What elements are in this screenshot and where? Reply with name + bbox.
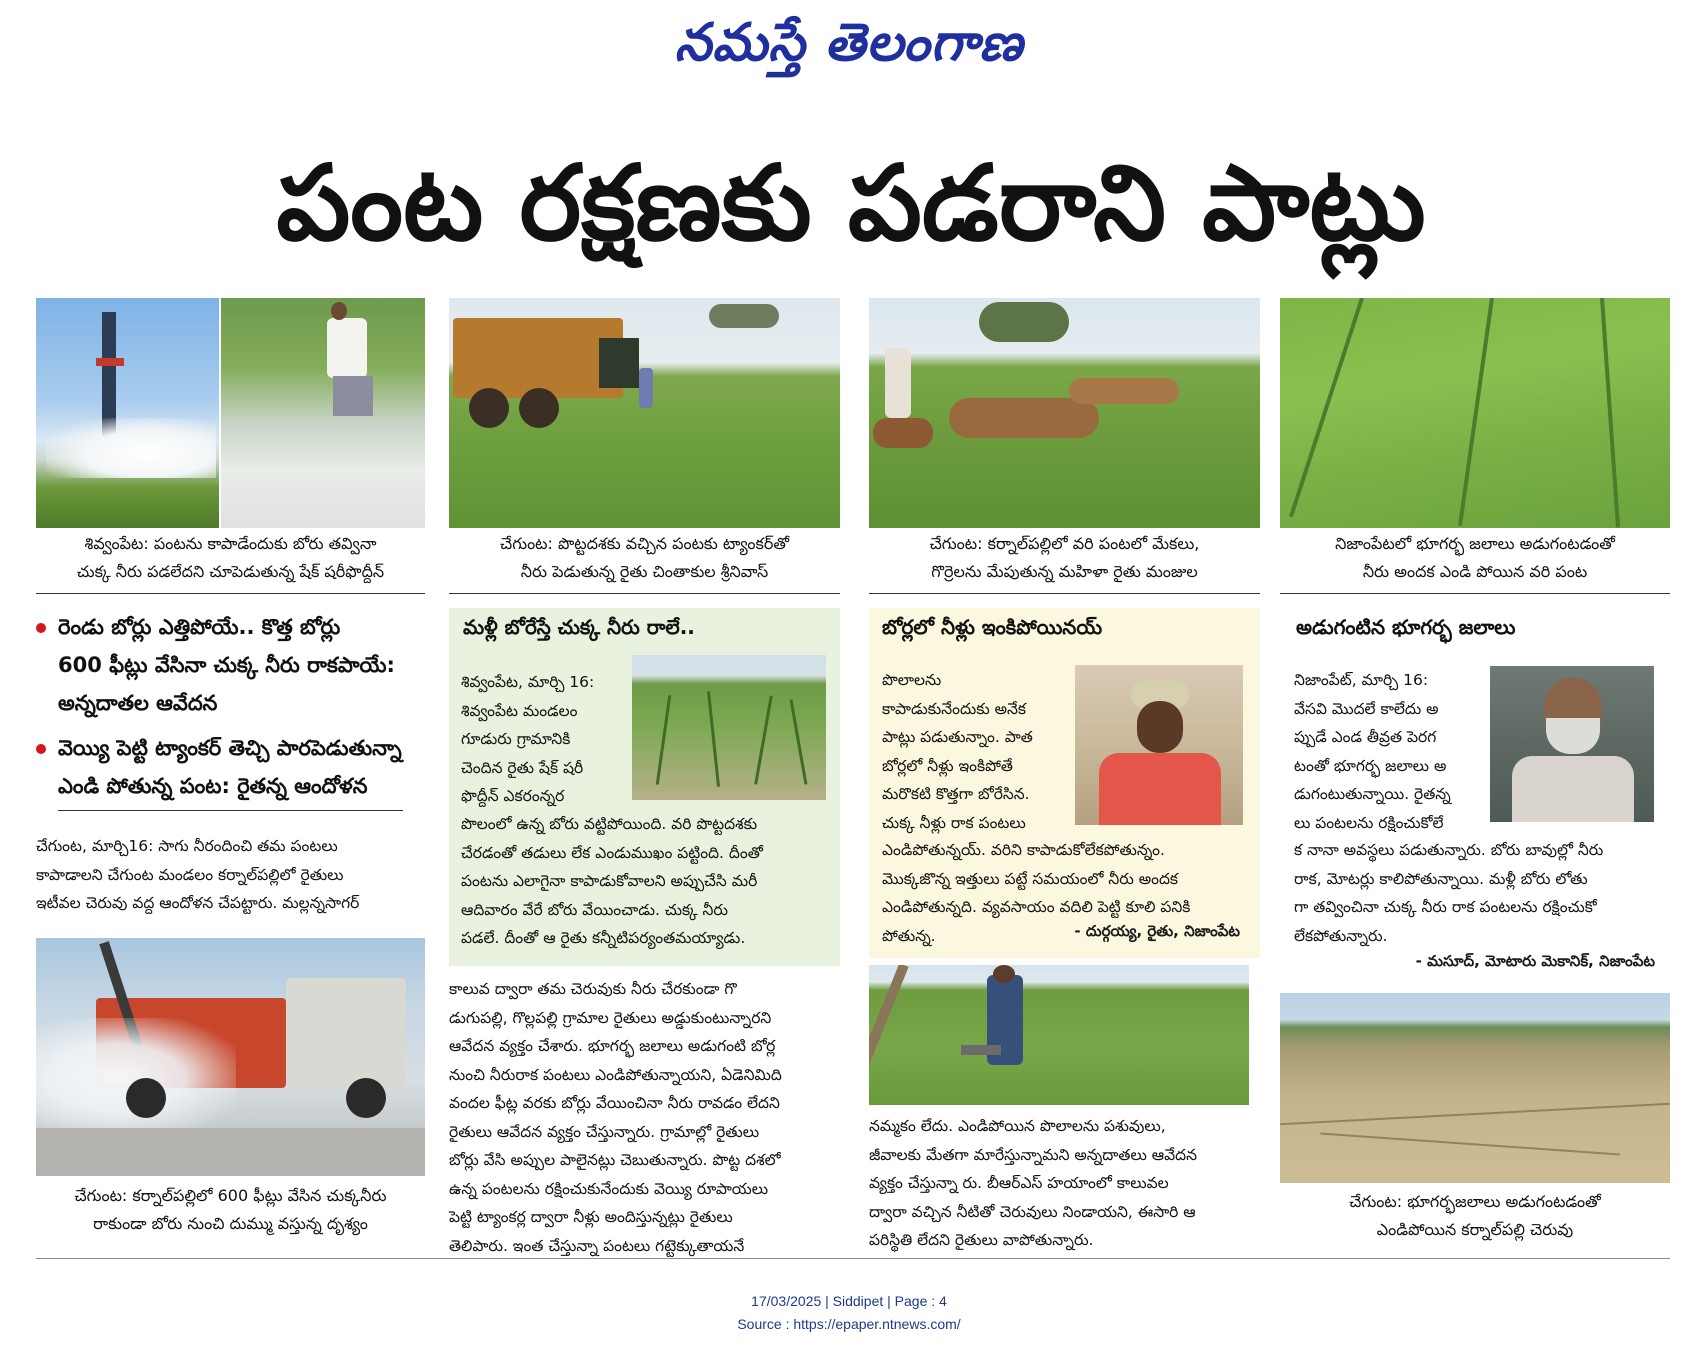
body-line: బోర్లు వేసి అప్పుల పాలైనట్లు చెబుతున్నారు. పొట్ట దశలో [449,1151,781,1169]
body-line: బోర్లలో నీళ్లు ఇంకిపోతే [882,756,1013,775]
caption-line: గొర్రెలను మేపుతున్న మహిళా రైతు మంజుల [931,562,1198,581]
article-body-col2 [449,975,840,1260]
body-line: వ్యక్తం చేస్తున్నా రు. బీఆర్ఎస్ హయాంలో కాలువల [869,1174,1169,1192]
divider [58,810,403,811]
highlight-line: 600 ఫీట్లు వేసినా చుక్క నీరు రాకపాయే: [58,653,395,677]
body-line: పోతున్న. [882,926,936,945]
body-line: వందల ఫీట్ల వరకు బోర్లు వేయించినా నీరు రావడం లేదని [449,1094,780,1112]
body-line: పడలే. దీంతో ఆ రైతు కన్నీటిపర్యంతమయ్యాడు. [461,929,746,947]
caption-line: చేగుంట: కర్నాల్‌పల్లిలో 600 ఫీట్లు వేసిన చుక్కనీరు [74,1186,387,1205]
body-line: లు పంటలను రక్షించుకోలే [1294,813,1444,832]
page-headline: పంట రక్షణకు పడరాని పాట్లు [276,142,1426,264]
photo-borewell-drilling [36,298,219,528]
body-line: తెలిపారు. ఇంత చేస్తున్నా పంటలు గట్టెక్కుతాయనే [449,1236,745,1255]
caption-photo-5 [36,1182,425,1238]
body-line: ఆవేదన వ్యక్తం చేశారు. భూగర్భ జలాలు అడుగంటి బోర్ల [449,1037,776,1055]
divider [36,593,425,594]
divider [869,593,1260,594]
body-line: చెందిన రైతు షేక్ షరీ [461,758,584,777]
body-line: పొలాలను [882,671,942,689]
caption-line: శివ్వంపేట: పంటను కాపాడేందుకు బోరు తవ్వినా [84,534,377,553]
body-line: డుగుపల్లి, గొల్లపల్లి గ్రామాల రైతులు అడ్డుకుంటున్నారని [449,1008,772,1027]
article-body-col3 [869,1112,1260,1255]
body-line: చుక్క నీళ్లు రాక పంటలు [882,813,1026,832]
body-line: నమ్మకం లేదు. ఎండిపోయిన పొలాలను పశువులు, [869,1117,1166,1135]
body-line: చేగుంట, మార్చి16: సాగు నీరందించి తమ పంటలు [36,837,338,855]
body-line: రైతులు ఆవేదన వ్యక్తం చేస్తున్నారు. గ్రామాల్లో రైతులు [449,1122,760,1141]
footer-source-link[interactable]: Source : https://epaper.ntnews.com/ [737,1316,961,1332]
body-line: మొక్కజొన్న ఇత్తులు పట్టే సమయంలో నీరు అందక [882,869,1179,888]
photo-water-tanker-field [449,298,840,528]
footer-edition-info: 17/03/2025 | Siddipet | Page : 4 [751,1293,947,1309]
box-title: అడుగంటిన భూగర్భ జలాలు [1296,615,1516,639]
photo-wilting-crop [632,655,826,800]
body-line: జీవాలకు మేతగా మారేస్తున్నామని అన్నదాతలు ఆవేదన [869,1145,1197,1164]
body-line: ఎండిపోతున్నయ్. వరిని కాపాడుకోలేకపోతున్నం. [882,841,1165,859]
body-line: నుంచి నీరురాక పంటలు ఎండిపోతున్నాయని, ఏడెనిమిది [449,1065,782,1084]
body-line: ఉన్న పంటలను రక్షించుకునేందుకు వెయ్యి రూపాయలు [449,1179,769,1198]
caption-line: చుక్క నీరు పడలేదని చూపెడుతున్న షేక్ షరీఫొద్దీన్ [76,562,385,581]
caption-line: నీరు అందక ఎండి పోయిన వరి పంట [1362,562,1588,581]
quote-signature: - మసూద్, మోటారు మెకానిక్, నిజాంపేట [1415,952,1655,970]
photo-dried-lake [1280,993,1670,1183]
newspaper-masthead: నమస్తే తెలంగాణ [674,13,1024,73]
box-body-full [461,810,830,953]
divider [1280,593,1670,594]
body-line: ఫొద్దీన్ ఎకరంన్నర [461,787,565,805]
body-line: లేకపోతున్నారు. [1294,926,1388,945]
box-body-full [1294,836,1660,950]
body-line: రాక, మోటర్లు కాలిపోతున్నాయి. మళ్లీ బోరు లోతు [1294,869,1588,888]
body-line: ఇటీవల చెరువు వద్ద ఆందోళన చేపట్టారు. మల్లన్నసాగర్ [36,894,360,912]
quote-signature: - దుర్గయ్య, రైతు, నిజాంపేట [1074,922,1240,940]
body-line: కాలువ ద్వారా తమ చెరువుకు నీరు చేరకుండా గొ [449,980,737,998]
highlight-point-1 [58,608,428,722]
photo-portrait-durgaiah [1075,665,1243,825]
highlight-line: అన్నదాతల ఆవేదన [58,691,218,715]
article-body-col1 [36,832,425,918]
caption-photo-1 [36,530,425,586]
box-body-left [461,668,629,811]
body-line: ఎండిపోతున్నది. వ్యవసాయం వదిలి పెట్టి కూలి పనికి [882,898,1191,916]
body-line: ద్వారా వచ్చిన నీటితో చెరువులు నిండాయని, ఈసారి ఆ [869,1202,1196,1221]
caption-line: చేగుంట: భూగర్భజలాలు అడుగంటడంతో [1349,1192,1601,1211]
photo-farmer-dry-borehole [221,298,425,528]
body-line: మరొకటి కొత్తగా బోరేసిన. [882,785,1030,803]
highlight-point-2 [58,729,428,805]
caption-photo-6 [1280,1188,1670,1244]
body-line: వేసవి మొదలే కాలేదు అ [1294,699,1439,718]
body-line: పాట్లు పడుతున్నాం. పాత [882,728,1033,746]
caption-line: చేగుంట: పొట్టదశకు వచ్చిన పంటకు ట్యాంకర్‌తో [500,534,789,553]
highlight-line: వెయ్యి పెట్టి ట్యాంకర్ తెచ్చి పారపెడుతున్నా [58,736,402,760]
body-line: శివ్వంపేట, మార్చి 16: [461,673,595,691]
caption-line: రాకుండా బోరు నుంచి దుమ్ము వస్తున్న దృశ్యం [93,1214,368,1233]
body-line: గా తవ్వించినా చుక్క నీరు రాక పంటలను రక్షించుకో [1294,898,1597,916]
body-line: పంటను ఎలాగైనా కాపాడుకోవాలని అప్పుచేసి మరీ [461,872,758,890]
red-bullet-icon [36,744,46,754]
body-line: కాపాడుకునేందుకు అనేక [882,699,1027,718]
body-line: డుగంటుతున్నాయి. రైతన్న [1294,785,1451,803]
red-bullet-icon [36,623,46,633]
photo-drilling-rig-dust [36,938,425,1176]
body-line: ప్పుడే ఎండ తీవ్రత పెరగ [1294,728,1437,746]
highlight-line: ఎండి పోతున్న పంట: రైతన్న ఆందోళన [58,774,368,798]
photo-dried-paddy-nizampet [1280,298,1670,528]
caption-line: చేగుంట: కర్నాల్‌పల్లిలో వరి పంటలో మేకలు, [929,534,1200,553]
body-line: పొలంలో ఉన్న బోరు వట్టిపోయింది. వరి పొట్టదశకు [461,815,758,833]
box-title: మళ్లీ బోరేస్తే చుక్క నీరు రాలే.. [463,615,695,639]
body-line: ఆదివారం వేరే బోరు వేయించాడు. చుక్క నీరు [461,900,728,919]
body-line: క నానా అవస్థలు పడుతున్నారు. బోరు బావుల్లో నీరు [1294,841,1604,859]
body-line: టంతో భూగర్భ జలాలు అ [1294,756,1447,775]
body-line: గూడురు గ్రామానికి [461,730,571,748]
photo-portrait-masood [1490,666,1654,822]
page-bottom-rule [36,1258,1670,1259]
caption-line: నిజాంపేటలో భూగర్భ జలాలు అడుగంటడంతో [1335,534,1615,553]
photo-goats-grazing-crop [869,298,1260,528]
box-body-left [882,666,1072,837]
body-line: చేరడంతో తడులు లేక ఎండుముఖం పట్టింది. దీంతో [461,843,763,862]
caption-line: నీరు పెడుతున్న రైతు చింతాకుల శ్రీనివాస్ [520,562,769,581]
body-line: పరిస్థితి లేదని రైతులు వాపోతున్నారు. [869,1231,1094,1249]
caption-photo-2 [449,530,840,586]
caption-photo-3 [869,530,1260,586]
body-line: కాపాడాలని చేగుంట మండలం కర్నాల్‌పల్లిలో రైతులు [36,865,344,884]
body-line: శివ్వంపేట మండలం [461,701,578,720]
caption-photo-4 [1280,530,1670,586]
box-body-left [1294,666,1484,837]
caption-line: ఎండిపోయిన కర్నాల్‌పల్లి చెరువు [1376,1220,1574,1239]
photo-farmer-with-pipe [869,965,1249,1105]
body-line: పెట్టి ట్యాంకర్ల ద్వారా నీళ్లు అందిస్తున్నట్లు రైతులు [449,1208,733,1226]
highlight-line: రెండు బోర్లు ఎత్తిపోయే.. కొత్త బోర్లు [58,615,341,639]
divider [449,593,840,594]
body-line: నిజాంపేట్, మార్చి 16: [1294,671,1429,689]
box-title: బోర్లలో నీళ్లు ఇంకిపోయినయ్ [882,615,1103,639]
